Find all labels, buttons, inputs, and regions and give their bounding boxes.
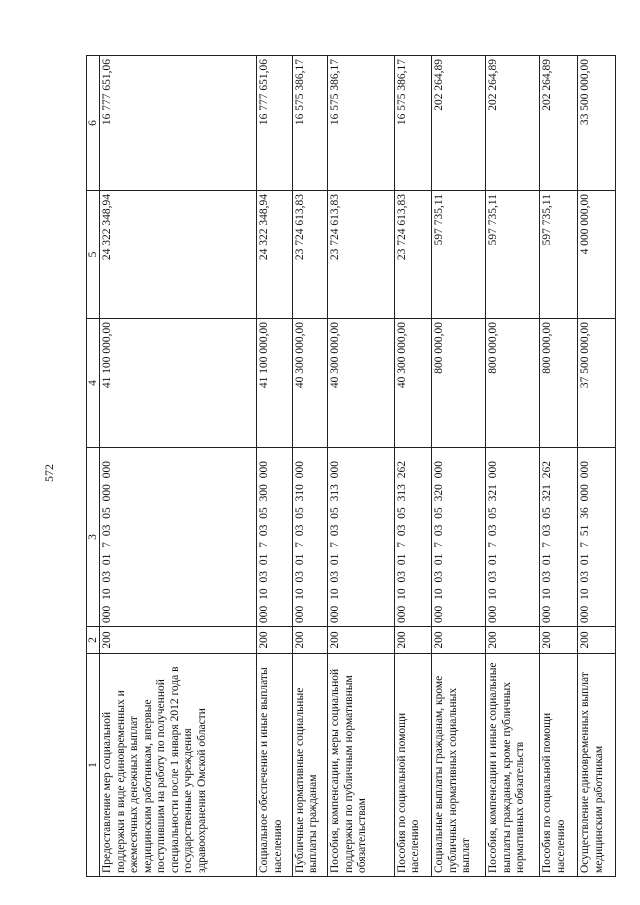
header-col-5: 5 (87, 191, 100, 319)
row-name: Пособия по социальной помощи населению (540, 654, 578, 877)
row-kbk: 000 10 03 01 7 03 05 313 262 (394, 448, 432, 627)
row-kbk: 000 10 03 01 7 03 05 000 000 (100, 448, 257, 627)
row-value-5: 23 724 613,83 (292, 191, 328, 319)
header-col-6: 6 (87, 56, 100, 191)
header-row (87, 56, 100, 877)
row-kbk: 000 10 03 01 7 03 05 300 000 (257, 448, 293, 627)
row-value-6: 33 500 000,00 (578, 56, 616, 191)
header-col-1: 1 (87, 654, 100, 877)
row-name: Публичные нормативные социальные выплаты гражданам (292, 654, 328, 877)
row-value-5: 23 724 613,83 (394, 191, 432, 319)
row-value-5: 597 735,11 (432, 191, 486, 319)
row-value-5: 597 735,11 (540, 191, 578, 319)
row-value-6: 16 777 651,06 (100, 56, 257, 191)
row-name: Пособия по социальной помощи населению (394, 654, 432, 877)
row-value-6: 16 575 386,17 (328, 56, 395, 191)
budget-table (86, 55, 616, 877)
table-row (394, 56, 432, 877)
row-value-5: 597 735,11 (486, 191, 540, 319)
table-row (100, 56, 257, 877)
header-col-2: 2 (87, 627, 100, 654)
rotated-sheet (42, 59, 616, 877)
row-code: 200 (578, 627, 616, 654)
table-row (540, 56, 578, 877)
table-row (578, 56, 616, 877)
row-value-5: 24 322 348,94 (257, 191, 293, 319)
row-value-4: 41 100 000,00 (100, 319, 257, 448)
row-value-4: 800 000,00 (540, 319, 578, 448)
row-code: 200 (394, 627, 432, 654)
row-code: 200 (328, 627, 395, 654)
row-value-4: 800 000,00 (486, 319, 540, 448)
row-code: 200 (486, 627, 540, 654)
row-value-5: 4 000 000,00 (578, 191, 616, 319)
table-row (328, 56, 395, 877)
row-value-6: 16 777 651,06 (257, 56, 293, 191)
row-name: Социальные выплаты гражданам, кроме публичных нормативных социальных выплат (432, 654, 486, 877)
row-name: Пособия, компенсации, меры социальной поддержки по публичным нормативным обязательствам (328, 654, 395, 877)
header-col-3: 3 (87, 448, 100, 627)
row-code: 200 (100, 627, 257, 654)
row-value-6: 202 264,89 (540, 56, 578, 191)
page-number: 572 (42, 464, 56, 482)
table-row (292, 56, 328, 877)
row-kbk: 000 10 03 01 7 03 05 320 000 (432, 448, 486, 627)
row-value-6: 202 264,89 (432, 56, 486, 191)
row-name: Предоставление мер социальной поддержки в виде единовременных и ежемесячных денежных выплат медицинским работникам, впервые поступившим на работу по полученной специальности после 1 января 2012 года в государственные учреждения здравоохранения Омской области (100, 654, 257, 877)
row-value-6: 202 264,89 (486, 56, 540, 191)
row-code: 200 (432, 627, 486, 654)
row-value-4: 40 300 000,00 (328, 319, 395, 448)
row-kbk: 000 10 03 01 7 03 05 310 000 (292, 448, 328, 627)
header-col-4: 4 (87, 319, 100, 448)
row-code: 200 (292, 627, 328, 654)
row-value-4: 41 100 000,00 (257, 319, 293, 448)
table-row (486, 56, 540, 877)
row-kbk: 000 10 03 01 7 51 36 000 000 (578, 448, 616, 627)
table-row (257, 56, 293, 877)
row-value-4: 37 500 000,00 (578, 319, 616, 448)
row-kbk: 000 10 03 01 7 03 05 313 000 (328, 448, 395, 627)
row-value-4: 40 300 000,00 (394, 319, 432, 448)
row-name: Пособия, компенсации и иные социальные выплаты гражданам, кроме публичных нормативных обязательств (486, 654, 540, 877)
table-row (432, 56, 486, 877)
row-code: 200 (540, 627, 578, 654)
row-value-5: 24 322 348,94 (100, 191, 257, 319)
row-value-4: 800 000,00 (432, 319, 486, 448)
row-name: Осуществление единовременных выплат медицинским работникам (578, 654, 616, 877)
row-value-6: 16 575 386,17 (292, 56, 328, 191)
row-kbk: 000 10 03 01 7 03 05 321 262 (540, 448, 578, 627)
row-kbk: 000 10 03 01 7 03 05 321 000 (486, 448, 540, 627)
row-name: Социальное обеспечение и иные выплаты населению (257, 654, 293, 877)
row-value-4: 40 300 000,00 (292, 319, 328, 448)
row-value-6: 16 575 386,17 (394, 56, 432, 191)
row-value-5: 23 724 613,83 (328, 191, 395, 319)
row-code: 200 (257, 627, 293, 654)
